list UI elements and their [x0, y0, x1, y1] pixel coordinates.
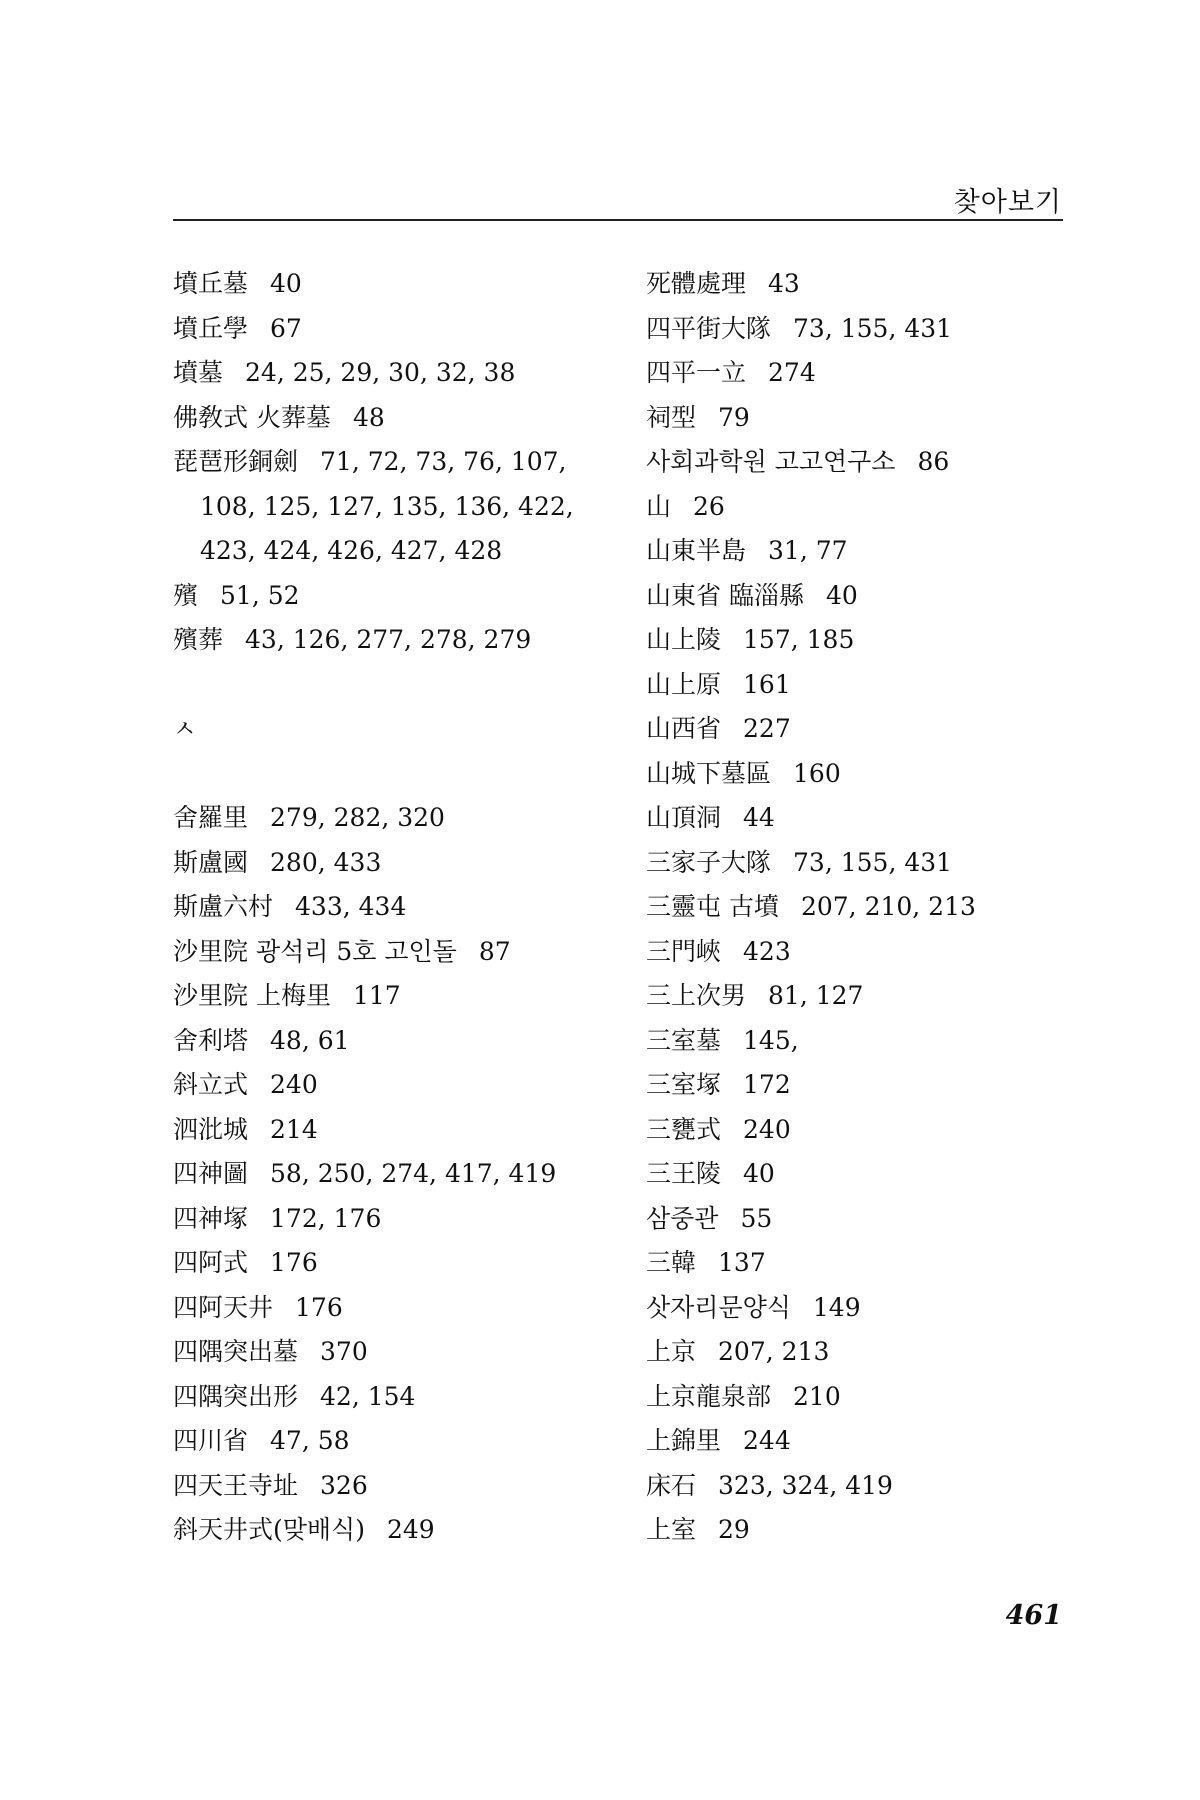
index-pages: 370: [320, 1337, 368, 1366]
index-pages: 31, 77: [768, 536, 848, 565]
index-entry: [173, 440, 613, 574]
index-term: 四神塚: [173, 1203, 249, 1233]
header-rule: [173, 219, 1063, 221]
index-entry: [173, 1241, 613, 1286]
index-pages: 157, 185: [743, 625, 855, 654]
index-pages: 40: [825, 580, 858, 610]
index-pages: 214: [270, 1114, 318, 1144]
page-number: 461: [1005, 1600, 1062, 1631]
index-pages: 172, 176: [270, 1203, 382, 1233]
index-entry: [646, 1330, 1066, 1375]
index-term: 沙里院 광석리 5호 고인돌: [173, 936, 457, 966]
index-pages: 26: [693, 491, 725, 521]
index-term: 死體處理: [646, 269, 747, 298]
index-term: 三王陵: [646, 1159, 722, 1188]
index-term: 四平街大隊: [646, 313, 772, 343]
index-pages: 86: [917, 447, 950, 476]
index-term: 四阿式: [173, 1248, 249, 1277]
index-term: 祠型: [646, 402, 697, 432]
index-term: 墳墓: [173, 358, 224, 387]
index-term: 三室塚: [646, 1070, 722, 1099]
index-pages: 249: [386, 1515, 435, 1544]
index-term: 三韓: [646, 1248, 697, 1277]
index-entry: [173, 1108, 613, 1153]
index-entry: [646, 1464, 1066, 1509]
index-pages: 210: [793, 1381, 841, 1411]
index-pages: 87: [478, 936, 511, 966]
index-entry: [646, 1152, 1066, 1197]
running-head-title: 찾아보기: [953, 187, 1062, 218]
index-term: 墳丘墓: [173, 269, 249, 298]
index-pages: 42, 154: [320, 1381, 416, 1411]
index-term: 山頂洞: [646, 803, 722, 832]
index-term: 上京龍泉部: [646, 1381, 772, 1411]
index-pages: 207, 213: [718, 1337, 830, 1366]
index-term: 삿자리문양식: [646, 1292, 791, 1322]
index-pages: 176: [270, 1248, 318, 1277]
index-entry: [646, 574, 1066, 619]
index-term: 墳丘學: [173, 313, 249, 343]
index-entry: [646, 485, 1066, 530]
index-pages: 279, 282, 320: [270, 803, 445, 832]
index-entry: [646, 885, 1066, 930]
index-term: 三靈屯 古墳: [646, 892, 779, 921]
index-term: 四隅突出墓: [173, 1337, 299, 1366]
index-entry: [173, 1152, 613, 1197]
index-pages: 29: [718, 1515, 750, 1544]
index-entry: [173, 1019, 613, 1064]
index-pages: 24, 25, 29, 30, 32, 38: [245, 358, 516, 387]
index-pages: 326: [320, 1470, 368, 1500]
index-term: 泗沘城: [173, 1114, 249, 1144]
index-term: 上京: [646, 1337, 697, 1366]
index-term: 四平一立: [646, 358, 747, 387]
index-entry: [646, 307, 1066, 352]
index-entry: [646, 1419, 1066, 1464]
index-pages: 58, 250, 274, 417, 419: [270, 1159, 557, 1188]
index-term: 佛敎式 火葬墓: [173, 402, 331, 432]
index-pages: 240: [743, 1114, 791, 1144]
index-entry: [646, 1286, 1066, 1331]
index-pages: 44: [743, 803, 775, 832]
index-entry: [173, 307, 613, 352]
index-term: 四川省: [173, 1426, 249, 1455]
index-pages: 79: [718, 402, 750, 432]
index-entry: [173, 618, 613, 663]
index-pages: 244: [743, 1426, 791, 1455]
index-term: 山城下墓區: [646, 758, 772, 788]
index-pages: 176: [295, 1292, 343, 1322]
index-entry: [646, 1019, 1066, 1064]
index-entry: [646, 663, 1066, 708]
index-term: 山東省 臨淄縣: [646, 580, 804, 610]
index-pages: 274: [768, 358, 816, 387]
index-term: 三門峽: [646, 936, 722, 966]
index-term: 殯葬: [173, 625, 224, 654]
index-entry: [646, 1108, 1066, 1153]
index-pages: 40: [743, 1159, 775, 1188]
index-term: 사회과학원 고고연구소: [646, 447, 896, 476]
index-entry: [646, 1241, 1066, 1286]
index-pages: 48: [352, 402, 385, 432]
index-pages: 71, 72, 73, 76, 107, 108, 125, 127, 135, 136, 422, 423, 424, 426, 427, 428: [200, 447, 574, 565]
index-entry: [173, 1419, 613, 1464]
index-entry: [173, 885, 613, 930]
index-entry: [646, 1063, 1066, 1108]
index-entry: [173, 1508, 613, 1553]
index-pages: 67: [270, 313, 302, 343]
index-entry: [646, 930, 1066, 975]
index-term: 山上原: [646, 669, 722, 699]
index-entry: [646, 351, 1066, 396]
index-entry: [646, 1508, 1066, 1553]
index-pages: 117: [352, 981, 401, 1010]
index-entry: [173, 1330, 613, 1375]
index-term: 三甕式: [646, 1114, 722, 1144]
index-term: 斜立式: [173, 1070, 249, 1099]
index-term: 三室墓: [646, 1025, 722, 1055]
index-term: 三上次男: [646, 981, 747, 1010]
index-entry: [646, 529, 1066, 574]
index-entry: [173, 396, 613, 441]
index-term: 四天王寺址: [173, 1470, 299, 1500]
index-entry: [646, 1197, 1066, 1242]
index-column-right: [646, 262, 1066, 1553]
index-entry: [173, 1464, 613, 1509]
index-entry: [646, 396, 1066, 441]
index-pages: 47, 58: [270, 1426, 350, 1455]
index-pages: 73, 155, 431: [793, 313, 953, 343]
index-term: 山東半島: [646, 536, 747, 565]
index-entry: [646, 1375, 1066, 1420]
index-entry: [646, 707, 1066, 752]
index-entry: [646, 752, 1066, 797]
index-pages: 160: [793, 758, 841, 788]
index-term: 四阿天井: [173, 1292, 274, 1322]
index-pages: 81, 127: [768, 981, 864, 1010]
index-entry: [173, 796, 613, 841]
index-pages: 48, 61: [270, 1025, 350, 1055]
index-entry: [646, 796, 1066, 841]
index-pages: 207, 210, 213: [800, 892, 976, 921]
index-pages: 43: [768, 269, 800, 298]
index-entry: [173, 351, 613, 396]
index-pages: 423: [743, 936, 791, 966]
index-pages: 240: [270, 1070, 318, 1099]
index-term: 舍利塔: [173, 1025, 249, 1055]
index-term: 四神圖: [173, 1159, 249, 1188]
index-entry: [173, 1197, 613, 1242]
index-entry: [173, 1063, 613, 1108]
index-pages: 51, 52: [220, 580, 300, 610]
index-entry: [646, 618, 1066, 663]
index-term: 上室: [646, 1515, 697, 1544]
index-term: 上錦里: [646, 1426, 722, 1455]
index-term: 山: [646, 491, 672, 521]
index-term: 斜天井式(맞배식): [173, 1515, 365, 1544]
index-term: 三家子大隊: [646, 847, 772, 877]
index-term: 四隅突出形: [173, 1381, 299, 1411]
index-entry: [646, 440, 1066, 485]
index-entry: [646, 841, 1066, 886]
index-entry: [173, 1375, 613, 1420]
index-pages: 227: [743, 714, 791, 743]
index-entry: [173, 974, 613, 1019]
index-term: 斯盧六村: [173, 892, 274, 921]
index-term: 床石: [646, 1470, 697, 1500]
index-entry: [646, 262, 1066, 307]
section-letter-heading: ㅅ: [173, 715, 197, 743]
index-entry: [173, 262, 613, 307]
index-column-left: [173, 262, 613, 1553]
index-term: 삼중관: [646, 1203, 719, 1233]
index-term: 殯: [173, 580, 199, 610]
index-pages: 40: [270, 269, 302, 298]
index-pages: 73, 155, 431: [793, 847, 953, 877]
index-pages: 172: [743, 1070, 791, 1099]
index-pages: 161: [743, 669, 791, 699]
index-entry: [173, 574, 613, 619]
index-entry: [173, 841, 613, 886]
index-pages: 323, 324, 419: [718, 1470, 893, 1500]
index-term: 沙里院 上梅里: [173, 981, 331, 1010]
index-entry: [173, 930, 613, 975]
index-term: 山西省: [646, 714, 722, 743]
index-term: 舍羅里: [173, 803, 249, 832]
index-pages: 55: [740, 1203, 773, 1233]
index-pages: 137: [718, 1248, 766, 1277]
index-term: 山上陵: [646, 625, 722, 654]
index-pages: 149: [812, 1292, 861, 1322]
index-term: 琵琶形銅劍: [173, 447, 299, 476]
index-entry: [173, 1286, 613, 1331]
index-term: 斯盧國: [173, 847, 249, 877]
index-pages: 280, 433: [270, 847, 382, 877]
index-entry: [646, 974, 1066, 1019]
index-pages: 433, 434: [295, 892, 407, 921]
index-pages: 145,: [743, 1025, 799, 1055]
index-pages: 43, 126, 277, 278, 279: [245, 625, 532, 654]
